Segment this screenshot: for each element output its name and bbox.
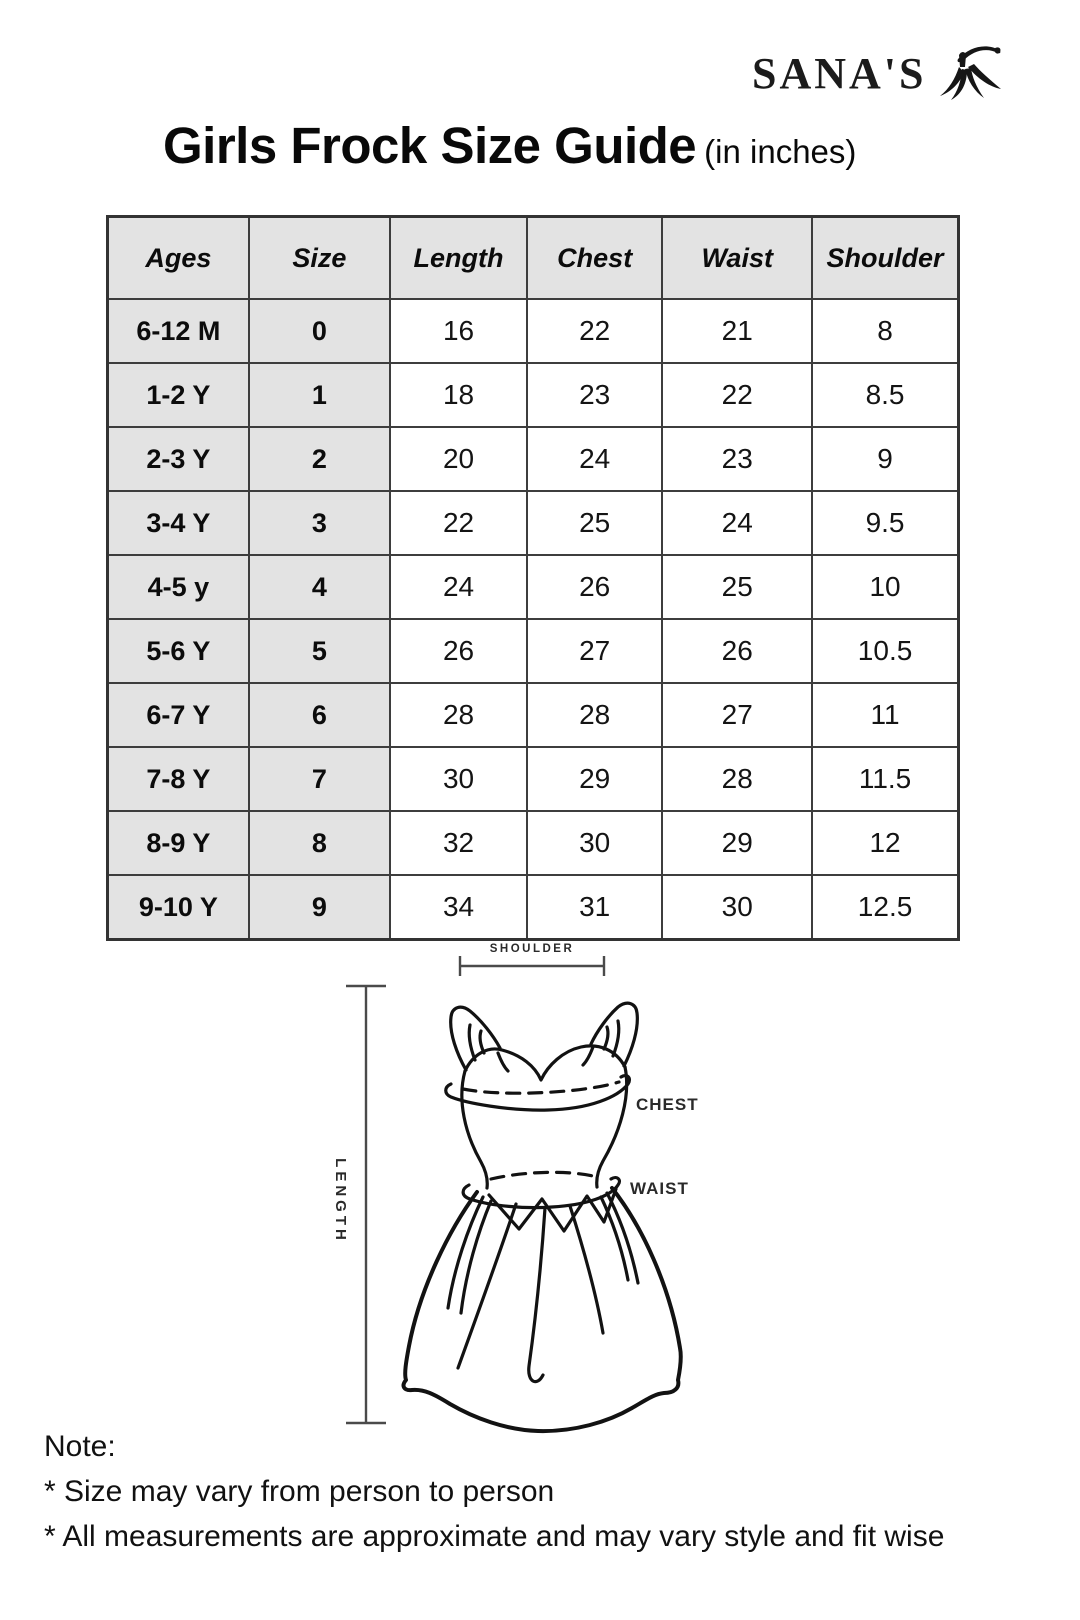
- measurement-cell: 28: [527, 683, 662, 747]
- size-cell: 6: [249, 683, 390, 747]
- size-cell: 3: [249, 491, 390, 555]
- measurement-cell: 29: [527, 747, 662, 811]
- header-cell: Shoulder: [812, 217, 958, 300]
- header-cell: Waist: [662, 217, 812, 300]
- notes-section: [44, 1424, 944, 1559]
- measurement-cell: 25: [527, 491, 662, 555]
- measurement-cell: 9: [812, 427, 958, 491]
- measurement-cell: 22: [527, 299, 662, 363]
- measurement-cell: 11: [812, 683, 958, 747]
- measurement-cell: 25: [662, 555, 812, 619]
- measurement-cell: 26: [527, 555, 662, 619]
- measurement-cell: 22: [662, 363, 812, 427]
- measurement-cell: 22: [390, 491, 527, 555]
- measurement-cell: 32: [390, 811, 527, 875]
- table-row: [108, 555, 959, 619]
- size-cell: 7: [249, 747, 390, 811]
- size-cell: 0: [249, 299, 390, 363]
- age-cell: 6-12 M: [108, 299, 249, 363]
- age-cell: 5-6 Y: [108, 619, 249, 683]
- table-row: [108, 683, 959, 747]
- age-cell: 1-2 Y: [108, 363, 249, 427]
- table-row: [108, 427, 959, 491]
- brand-name: SANA'S: [752, 48, 927, 98]
- size-cell: 5: [249, 619, 390, 683]
- frock-diagram-svg: [298, 938, 722, 1450]
- size-cell: 8: [249, 811, 390, 875]
- table-row: [108, 619, 959, 683]
- measurement-cell: 11.5: [812, 747, 958, 811]
- length-dimension-line: [332, 986, 386, 1423]
- size-cell: 9: [249, 875, 390, 940]
- notes-heading: Note:: [44, 1430, 116, 1463]
- age-cell: 3-4 Y: [108, 491, 249, 555]
- table-header-row: [108, 217, 959, 300]
- frock-drawing: [404, 1003, 681, 1431]
- measurement-cell: 23: [527, 363, 662, 427]
- measurement-cell: 12: [812, 811, 958, 875]
- size-cell: 4: [249, 555, 390, 619]
- measurement-cell: 21: [662, 299, 812, 363]
- header-cell: Chest: [527, 217, 662, 300]
- measurement-cell: 8.5: [812, 363, 958, 427]
- table-row: [108, 875, 959, 940]
- page-title-text: Girls Frock Size Guide: [163, 117, 697, 174]
- measurement-cell: 26: [662, 619, 812, 683]
- measurement-cell: 29: [662, 811, 812, 875]
- measurement-cell: 16: [390, 299, 527, 363]
- waist-label: WAIST: [630, 1179, 689, 1198]
- measurement-cell: 30: [662, 875, 812, 940]
- chest-label: CHEST: [636, 1095, 699, 1114]
- measurement-cell: 24: [662, 491, 812, 555]
- table-row: [108, 491, 959, 555]
- measurement-cell: 26: [390, 619, 527, 683]
- measurement-cell: 18: [390, 363, 527, 427]
- size-cell: 1: [249, 363, 390, 427]
- age-cell: 2-3 Y: [108, 427, 249, 491]
- measurement-diagram: [298, 938, 722, 1450]
- measurement-cell: 34: [390, 875, 527, 940]
- header-cell: Ages: [108, 217, 249, 300]
- header-cell: Length: [390, 217, 527, 300]
- page-title: [163, 116, 856, 175]
- size-table: [106, 215, 960, 941]
- table-row: [108, 811, 959, 875]
- size-cell: 2: [249, 427, 390, 491]
- length-label: LENGTH: [332, 1158, 349, 1244]
- measurement-cell: 12.5: [812, 875, 958, 940]
- shoulder-dimension-line: [460, 943, 604, 976]
- measurement-cell: 20: [390, 427, 527, 491]
- table-row: [108, 299, 959, 363]
- table-row: [108, 363, 959, 427]
- measurement-cell: 23: [662, 427, 812, 491]
- shoulder-label: SHOULDER: [489, 943, 575, 955]
- age-cell: 4-5 y: [108, 555, 249, 619]
- age-cell: 7-8 Y: [108, 747, 249, 811]
- dancing-dress-icon: [937, 42, 1003, 104]
- measurement-cell: 24: [527, 427, 662, 491]
- measurement-cell: 10.5: [812, 619, 958, 683]
- measurement-cell: 9.5: [812, 491, 958, 555]
- measurement-cell: 28: [390, 683, 527, 747]
- measurement-cell: 8: [812, 299, 958, 363]
- age-cell: 9-10 Y: [108, 875, 249, 940]
- note-item: * Size may vary from person to person: [44, 1475, 555, 1508]
- measurement-cell: 10: [812, 555, 958, 619]
- note-item: * All measurements are approximate and may vary style and fit wise: [44, 1520, 945, 1553]
- table-row: [108, 747, 959, 811]
- measurement-cell: 24: [390, 555, 527, 619]
- measurement-cell: 28: [662, 747, 812, 811]
- header-cell: Size: [249, 217, 390, 300]
- measurement-cell: 30: [527, 811, 662, 875]
- page-title-unit: (in inches): [704, 133, 857, 170]
- age-cell: 8-9 Y: [108, 811, 249, 875]
- age-cell: 6-7 Y: [108, 683, 249, 747]
- measurement-cell: 27: [662, 683, 812, 747]
- measurement-cell: 30: [390, 747, 527, 811]
- measurement-cell: 27: [527, 619, 662, 683]
- brand-logo: [752, 42, 1003, 104]
- measurement-cell: 31: [527, 875, 662, 940]
